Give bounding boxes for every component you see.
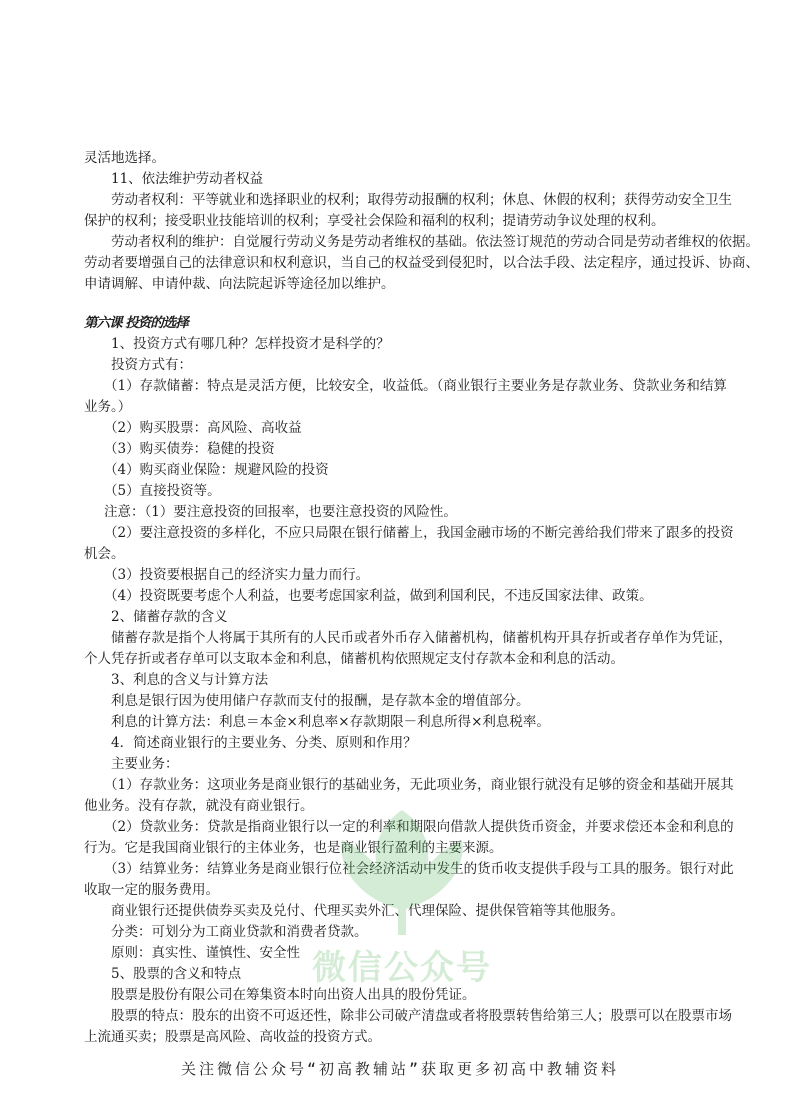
text-line: 劳动者权利：平等就业和选择职业的权利；取得劳动报酬的权利；休息、休假的权利；获得劳动安全卫生	[111, 192, 732, 208]
list-item: （3）投资要根据自己的经济实力量力而行。	[104, 567, 370, 583]
list-item: （1）存款业务：这项业务是商业银行的基础业务，无此项业务，商业银行就没有足够的资金和基础开展其	[104, 777, 734, 793]
footer-note: 关注微信公众号“初高教辅站”获取更多初高中教辅资料	[180, 1060, 620, 1078]
text-line: 上流通买卖；股票是高风险、高收益的投资方式。	[84, 1029, 381, 1045]
section-gap	[84, 295, 724, 313]
note-line: 注意：（1）要注意投资的回报率，也要注意投资的风险性。	[104, 504, 457, 520]
text-line: 投资方式有：	[111, 357, 192, 373]
text-line: 利息是银行因为使用储户存款而支付的报酬，是存款本金的增值部分。	[111, 693, 530, 709]
list-item: （5）直接投资等。	[104, 483, 221, 499]
watermark-text: 微信公众号	[312, 948, 492, 988]
text-line: 他业务。没有存款，就没有商业银行。	[84, 798, 314, 814]
text-line: 灵活地选择。	[84, 150, 165, 166]
question-heading: 3、利息的含义与计算方法	[111, 672, 269, 688]
text-line: 劳动者权利的维护：自觉履行劳动义务是劳动者维权的基础。依法签订规范的劳动合同是劳动者维权的依据。	[111, 234, 759, 250]
text-line: 股票是股份有限公司在筹集资本时向出资人出具的股份凭证。	[111, 987, 476, 1003]
text-line: 业务。）	[84, 399, 132, 415]
text-line: 商业银行还提供债券买卖及兑付、代理买卖外汇、代理保险、提供保管箱等其他服务。	[111, 903, 624, 919]
document-body	[84, 148, 759, 1048]
question-heading: 1、投资方式有哪几种？怎样投资才是科学的？	[111, 336, 390, 352]
text-line: 申请调解、申请仲裁、向法院起诉等途径加以维护。	[84, 276, 395, 292]
list-item: （1）存款储蓄：特点是灵活方便，比较安全，收益低。（商业银行主要业务是存款业务、贷款业务和结算	[104, 378, 727, 394]
list-item: （4）投资既要考虑个人利益，也要考虑国家利益，做到利国利民，不违反国家法律、政策。	[104, 588, 653, 604]
heading-labor-rights: 11、依法维护劳动者权益	[111, 171, 264, 187]
list-item: （2）贷款业务：贷款是指商业银行以一定的利率和期限向借款人提供货币资金，并要求偿还本金和利息的	[104, 819, 734, 835]
list-item: （2）要注意投资的多样化，不应只局限在银行储蓄上，我国金融市场的不断完善给我们带来了跟多的投资	[104, 525, 734, 541]
formula-line: 利息的计算方法：利息＝本金×利息率×存款期限－利息所得×利息税率。	[111, 714, 550, 730]
text-line: 分类：可划分为工商业贷款和消费者贷款。	[111, 924, 368, 940]
question-heading: 2、储蓄存款的含义	[111, 609, 228, 625]
text-line: 劳动者要增强自己的法律意识和权利意识，当自己的权益受到侵犯时，以合法手段、法定程序，通过投诉、协商、	[84, 255, 759, 271]
text-line: 股票的特点：股东的出资不可返还性，除非公司破产清盘或者将股票转售给第三人；股票可以在股票市场	[111, 1008, 732, 1024]
text-line: 个人凭存折或者存单可以支取本金和利息，储蓄机构依照规定支付存款本金和利息的活动。	[84, 651, 624, 667]
text-line: 机会。	[84, 546, 125, 562]
list-item: （3）购买债券：稳健的投资	[104, 441, 275, 457]
question-heading: 5、股票的含义和特点	[111, 966, 242, 982]
text-line: 保护的权利；接受职业技能培训的权利；享受社会保险和福利的权利；提请劳动争议处理的权利。	[84, 213, 665, 229]
text-line: 原则：真实性、谨慎性、安全性	[111, 945, 300, 961]
text-line: 行为。它是我国商业银行的主体业务，也是商业银行盈利的主要来源。	[84, 840, 503, 856]
list-item: （4）购买商业保险：规避风险的投资	[104, 462, 329, 478]
text-line: 收取一定的服务费用。	[84, 882, 219, 898]
text-line: 主要业务：	[111, 756, 179, 772]
question-heading: 4．简述商业银行的主要业务、分类、原则和作用？	[111, 735, 417, 751]
text-line: 储蓄存款是指个人将属于其所有的人民币或者外币存入储蓄机构，储蓄机构开具存折或者存单作为凭证，	[111, 630, 732, 646]
section-title: 第六课 投资的选择	[84, 315, 188, 331]
list-item: （3）结算业务：结算业务是商业银行位社会经济活动中发生的货币收支提供手段与工具的服务。银行对此	[104, 861, 734, 877]
list-item: （2）购买股票：高风险、高收益	[104, 420, 302, 436]
